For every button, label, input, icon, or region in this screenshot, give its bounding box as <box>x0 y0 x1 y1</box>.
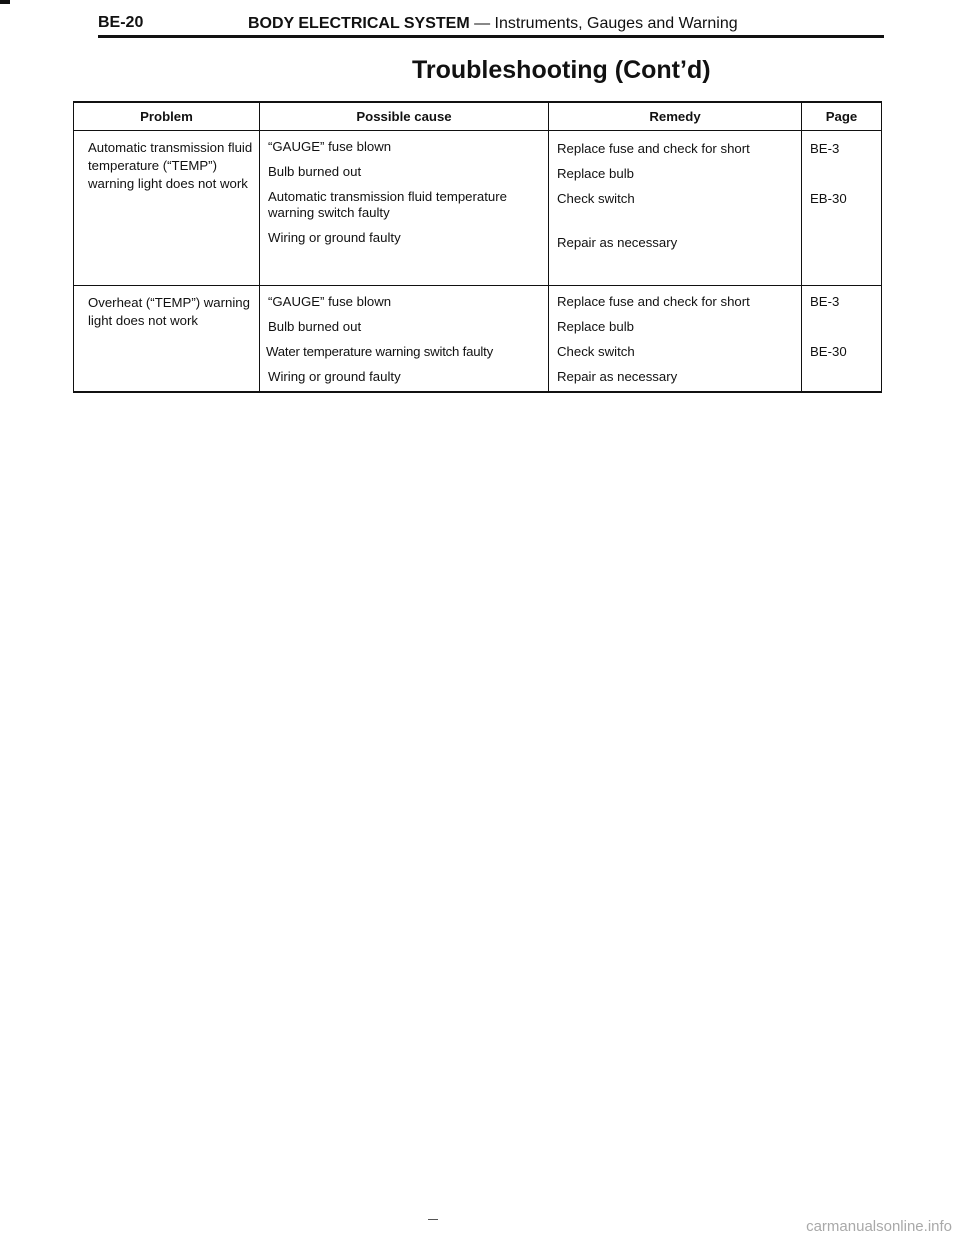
page-ref: BE-3 <box>810 294 840 309</box>
page-ref: BE-30 <box>810 344 847 359</box>
cause-item: “GAUGE” fuse blown <box>268 139 392 154</box>
subsection-title: Instruments, Gauges and Warning <box>494 15 738 32</box>
remedy-item: Replace bulb <box>557 319 634 334</box>
running-title: BODY ELECTRICAL SYSTEM — Instruments, Gauges and Warning <box>248 15 738 32</box>
remedy-item: Check switch <box>557 344 635 359</box>
page-cell <box>802 286 882 393</box>
cause-item: “GAUGE” fuse blown <box>268 294 392 309</box>
cause-item: Water temperature warning switch faulty <box>266 344 493 359</box>
column-header-page: Page <box>802 102 882 131</box>
problem-cell <box>74 286 260 393</box>
cause-item: Bulb burned out <box>268 164 362 179</box>
page-title: Troubleshooting (Cont’d) <box>412 56 711 84</box>
table-header-row <box>74 102 882 131</box>
problem-cell <box>74 131 260 286</box>
problem-text: Automatic transmission fluid temperature (“TEMP”) warning light does not work <box>88 140 253 191</box>
remedy-item: Check switch <box>557 191 635 206</box>
footer-mark <box>428 1219 438 1220</box>
section-title: BODY ELECTRICAL SYSTEM <box>248 15 470 32</box>
table-row <box>74 286 882 393</box>
cause-item: Bulb burned out <box>268 319 362 334</box>
cause-item: Wiring or ground faulty <box>268 369 401 384</box>
column-header-possible-cause: Possible cause <box>260 102 549 131</box>
page-header <box>98 10 884 38</box>
header-rule <box>98 35 884 38</box>
watermark: carmanualsonline.info <box>806 1218 952 1235</box>
page-cell <box>802 131 882 286</box>
problem-text: Overheat (“TEMP”) warning light does not work <box>88 295 250 328</box>
troubleshooting-table <box>73 101 882 393</box>
remedy-item: Replace fuse and check for short <box>557 294 750 309</box>
page-ref: BE-3 <box>810 141 840 156</box>
remedy-item: Repair as necessary <box>557 235 678 250</box>
cause-item: Wiring or ground faulty <box>268 230 401 245</box>
page-number: BE-20 <box>98 14 144 31</box>
remedy-item: Replace bulb <box>557 166 634 181</box>
column-header-remedy: Remedy <box>549 102 802 131</box>
table-row <box>74 131 882 286</box>
cause-item: Automatic transmission fluid temperature warning switch faulty <box>268 189 507 220</box>
cause-cell <box>260 131 549 286</box>
remedy-cell <box>549 131 802 286</box>
remedy-item: Replace fuse and check for short <box>557 141 750 156</box>
page-ref: EB-30 <box>810 191 847 206</box>
scan-corner-mark <box>0 0 10 4</box>
column-header-problem: Problem <box>74 102 260 131</box>
cause-cell <box>260 286 549 393</box>
remedy-cell <box>549 286 802 393</box>
remedy-item: Repair as necessary <box>557 369 678 384</box>
